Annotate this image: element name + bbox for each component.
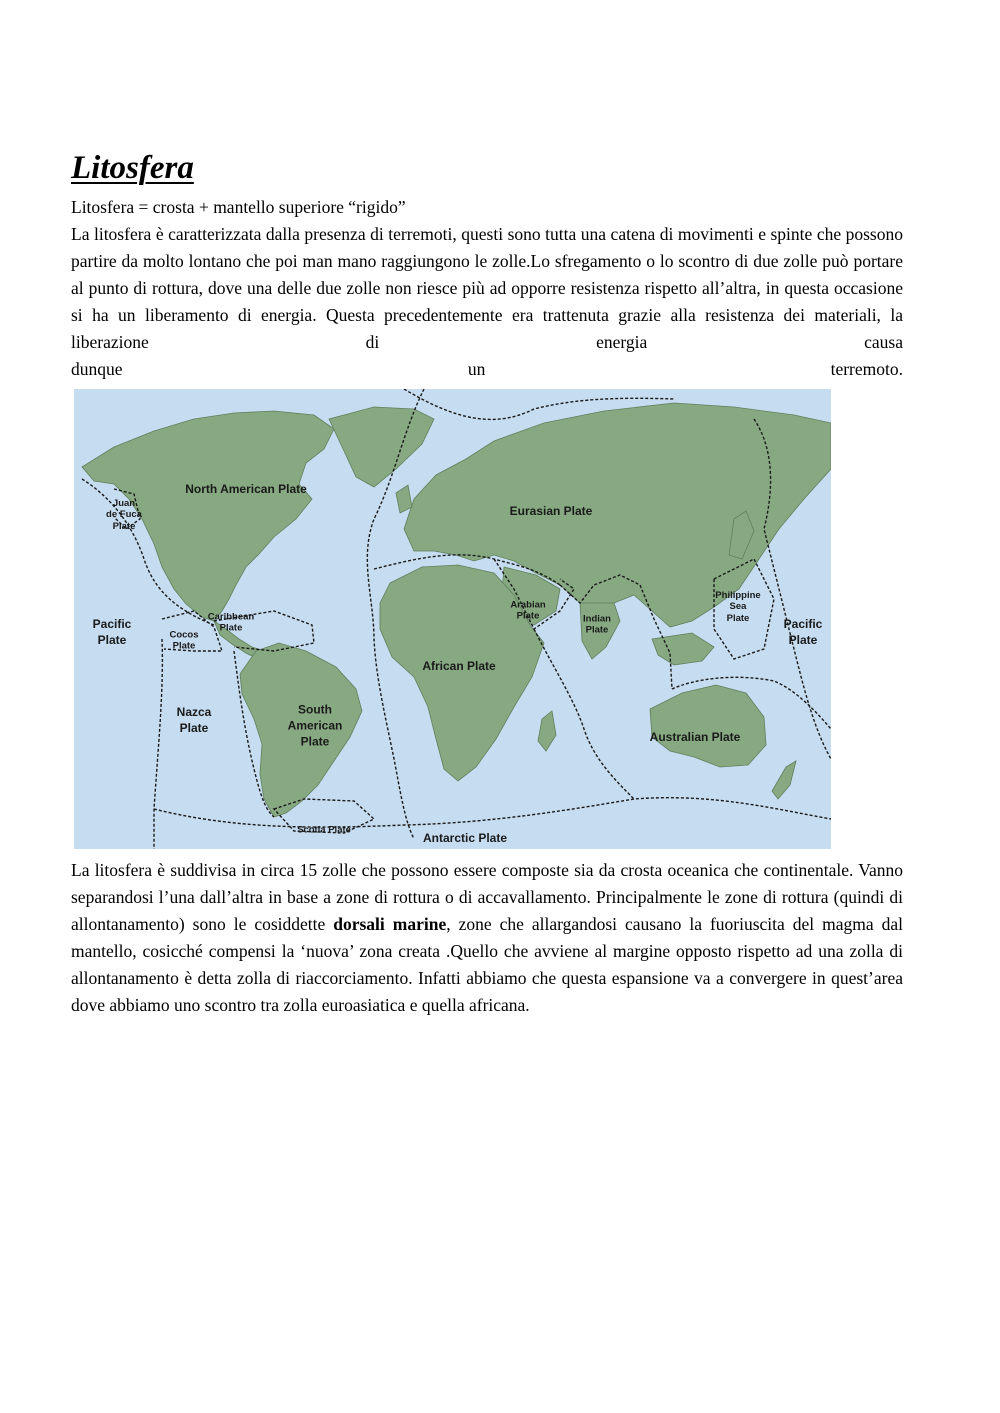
label-caribbean-line-2: Plate bbox=[219, 623, 243, 634]
paragraph-plates-rest: , zone che allargandosi causano la fuoriuscita del magma dal mantello, cosicché compensi la ‘nuova’ zona creata .Quello che avviene al margine opposto rispetto ad una zolla di allontanamento è detta zolla di riaccorciamento. Infatti abbiamo che questa espansione va a convergere in quest’area dove abbiamo uno scontro tra zolla euroasiatica e quella africana. bbox=[71, 914, 903, 1015]
label-nazca-line-2: Plate bbox=[179, 721, 209, 735]
label-nazca-line-1: Nazca bbox=[176, 704, 212, 719]
label-juan-de-fuca-line-3: Plate bbox=[112, 520, 136, 532]
label-cocos-plate bbox=[169, 630, 198, 653]
label-indian-line-2: Plate bbox=[585, 625, 609, 636]
label-south-american-line-1: South bbox=[297, 702, 332, 717]
label-australian-plate: Australian Plate bbox=[649, 729, 741, 744]
label-scotia-plate: Scotia Plate bbox=[297, 824, 351, 836]
label-indian-plate bbox=[583, 614, 611, 637]
label-pacific-left-line-1: Pacific bbox=[92, 616, 132, 631]
label-pacific-right-line-2: Plate bbox=[788, 633, 818, 647]
label-arabian-line-2: Plate bbox=[516, 611, 540, 622]
label-juan-de-fuca-line-1: Juan bbox=[112, 497, 136, 509]
term-dorsali-marine: dorsali marine bbox=[333, 914, 447, 934]
label-philippine-sea-plate bbox=[715, 590, 760, 624]
paragraph-plates-intro: La litosfera è suddivisa in circa 15 zolle che possono essere composte sia da crosta oceanica che continentale. Vanno separandosi l’una dall’altra in base a zone di rottura o di accavallamento. Principalmente le zone di rottura (quindi di allontanamento) sono le cosiddette bbox=[71, 860, 903, 934]
label-arabian-plate bbox=[510, 600, 545, 623]
word-dunque: dunque bbox=[71, 359, 123, 379]
label-antarctic-plate: Antarctic Plate bbox=[422, 830, 508, 845]
label-arabian-line-1: Arabian bbox=[510, 599, 546, 611]
label-south-american-line-2: American bbox=[287, 718, 343, 733]
label-pacific-plate-left bbox=[93, 616, 132, 648]
label-caribbean-plate bbox=[208, 612, 254, 635]
definition-line: Litosfera = crosta + mantello superiore “rigido” bbox=[71, 197, 406, 217]
label-north-american-plate: North American Plate bbox=[185, 481, 307, 496]
label-philippine-line-3: Plate bbox=[726, 612, 750, 624]
label-caribbean-line-1: Caribbean bbox=[207, 611, 255, 623]
label-nazca-plate bbox=[177, 704, 212, 736]
label-philippine-line-2: Sea bbox=[729, 601, 747, 613]
label-eurasian-plate: Eurasian Plate bbox=[509, 503, 593, 518]
paragraph-plates bbox=[71, 857, 903, 1019]
label-indian-line-1: Indian bbox=[583, 613, 611, 625]
paragraph-earthquakes: La litosfera è caratterizzata dalla presenza di terremoti, questi sono tutta una catena di movimenti e spinte che possono partire da molto lontano che poi man mano raggiungono le zolle.Lo sfregamento o lo scontro di due zolle può portare al punto di rottura, dove una delle due zolle non riesce più ad opporre resistenza rispetto all’altra, in questa occasione si ha un liberamento di energia. Questa precedentemente era trattenuta grazie alla resistenza dei materiali, la liberazione di energia causa bbox=[71, 224, 903, 352]
label-african-plate: African Plate bbox=[422, 658, 496, 673]
label-juan-de-fuca-plate bbox=[106, 498, 142, 532]
label-pacific-right-line-1: Pacific bbox=[783, 616, 823, 631]
label-pacific-left-line-2: Plate bbox=[97, 633, 127, 647]
label-south-american-line-3: Plate bbox=[300, 735, 330, 750]
paragraph-earthquakes-last-line bbox=[71, 356, 903, 383]
label-south-american-plate bbox=[288, 702, 343, 751]
label-philippine-line-1: Philippine bbox=[715, 589, 761, 601]
page-title: Litosfera bbox=[71, 150, 194, 186]
word-terremoto: terremoto. bbox=[830, 359, 903, 379]
label-cocos-line-1: Cocos bbox=[169, 629, 199, 641]
tectonic-plates-map bbox=[74, 389, 831, 849]
word-un: un bbox=[467, 359, 486, 379]
label-juan-de-fuca-line-2: de Fuca bbox=[106, 509, 142, 521]
label-pacific-plate-right bbox=[784, 616, 823, 648]
label-cocos-line-2: Plate bbox=[172, 641, 196, 652]
document-content bbox=[71, 148, 903, 1019]
